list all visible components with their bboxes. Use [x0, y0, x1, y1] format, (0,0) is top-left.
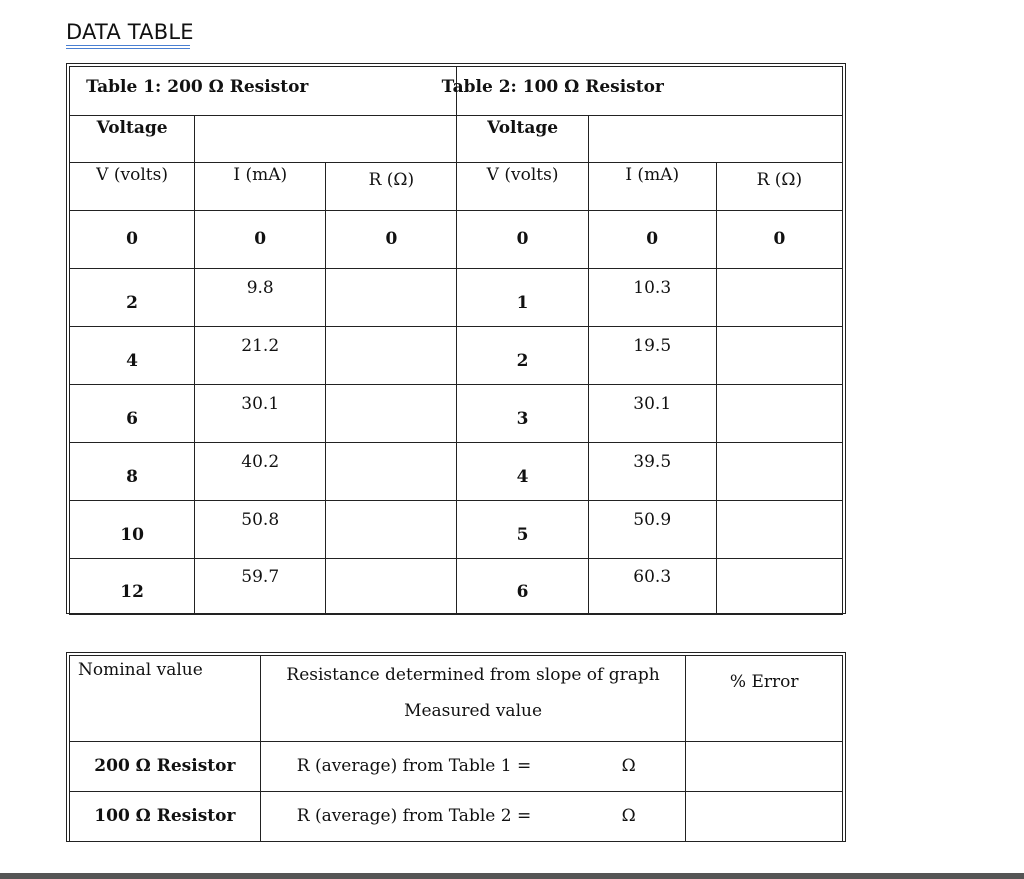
- page-bottom-edge: [0, 873, 1024, 879]
- table2-current-cell: 50.9: [588, 501, 716, 559]
- page-heading: DATA TABLE: [66, 20, 194, 44]
- table1-current-cell: 0: [195, 211, 326, 269]
- measured-200-cell: R (average) from Table 1 =: [260, 742, 621, 792]
- table1-col-i: I (mA): [195, 163, 326, 211]
- table1-voltage-cell: 12: [70, 559, 195, 615]
- table1-current-cell: 9.8: [195, 269, 326, 327]
- table1-current-cell: 59.7: [195, 559, 326, 615]
- table1-current-cell: 21.2: [195, 327, 326, 385]
- table2-resistance-cell: [716, 559, 842, 615]
- measured-value-header: Measured value: [404, 701, 543, 721]
- table2-current-cell: 10.3: [588, 269, 716, 327]
- ohm-unit-100: Ω: [622, 792, 686, 842]
- table1-voltage-cell: 8: [70, 443, 195, 501]
- table2-resistance-cell: [716, 327, 842, 385]
- table1-voltage-cell: 2: [70, 269, 195, 327]
- table1-resistance-cell: [326, 501, 457, 559]
- table1-resistance-cell: 0: [326, 211, 457, 269]
- nominal-100-cell: 100 Ω Resistor: [70, 792, 261, 842]
- table2-col-r: R (Ω): [716, 163, 842, 211]
- table1-voltage-header: Voltage: [70, 116, 195, 163]
- table-row: [70, 792, 843, 842]
- table1-title: Table 1: 200 Ω Resistor: [86, 77, 309, 97]
- table-row: [70, 385, 843, 443]
- summary-table: [69, 655, 843, 842]
- table1-resistance-cell: [326, 559, 457, 615]
- table2-resistance-cell: [716, 443, 842, 501]
- table1-voltage-cell: 0: [70, 211, 195, 269]
- table2-title: Table 2: 100 Ω Resistor: [441, 77, 664, 97]
- table2-current-cell: 30.1: [588, 385, 716, 443]
- table2-current-cell: 60.3: [588, 559, 716, 615]
- error-200-cell: [686, 742, 843, 792]
- table-row: [70, 559, 843, 615]
- column-header-row: [70, 163, 843, 211]
- heading-underline-second: [66, 48, 190, 49]
- table-row: [70, 327, 843, 385]
- table2-voltage-cell: 0: [457, 211, 588, 269]
- heading-underline: [66, 45, 190, 46]
- table1-current-cell: 50.8: [195, 501, 326, 559]
- table1-voltage-cell: 4: [70, 327, 195, 385]
- table1-resistance-cell: [326, 269, 457, 327]
- error-100-cell: [686, 792, 843, 842]
- data-tables: [66, 63, 846, 614]
- table2-resistance-cell: 0: [716, 211, 842, 269]
- table2-voltage-cell: 1: [457, 269, 588, 327]
- percent-error-header: % Error: [686, 656, 843, 742]
- table-row: [70, 269, 843, 327]
- table1-resistance-cell: [326, 443, 457, 501]
- measured-100-cell: R (average) from Table 2 =: [260, 792, 621, 842]
- measured-value-header-cell: [260, 656, 686, 742]
- table2-current-cell: 39.5: [588, 443, 716, 501]
- table2-title-cell: [441, 67, 843, 116]
- table-row: [70, 443, 843, 501]
- table1-voltage-header-blank: [195, 116, 457, 163]
- table1-col-v: V (volts): [70, 163, 195, 211]
- table2-voltage-cell: 5: [457, 501, 588, 559]
- table-row: [70, 742, 843, 792]
- table1-resistance-cell: [326, 385, 457, 443]
- ohm-unit-200: Ω: [622, 742, 686, 792]
- table2-current-cell: 19.5: [588, 327, 716, 385]
- table2-voltage-cell: 2: [457, 327, 588, 385]
- voltage-header-row: [70, 116, 843, 163]
- nominal-200-cell: 200 Ω Resistor: [70, 742, 261, 792]
- table2-voltage-cell: 6: [457, 559, 588, 615]
- table2-col-v: V (volts): [457, 163, 588, 211]
- table2-resistance-cell: [716, 385, 842, 443]
- table2-resistance-cell: [716, 501, 842, 559]
- table-title-row: [70, 67, 843, 116]
- table1-col-r: R (Ω): [326, 163, 457, 211]
- table2-resistance-cell: [716, 269, 842, 327]
- resistor-data-table: [69, 66, 843, 615]
- table1-voltage-cell: 10: [70, 501, 195, 559]
- summary-header-row: [70, 656, 843, 742]
- table2-col-i: I (mA): [588, 163, 716, 211]
- nominal-value-header: Nominal value: [70, 656, 261, 742]
- table1-voltage-cell: 6: [70, 385, 195, 443]
- table2-voltage-cell: 3: [457, 385, 588, 443]
- table-row: [70, 211, 843, 269]
- table1-resistance-cell: [326, 327, 457, 385]
- summary-table-frame: [66, 652, 846, 842]
- table2-voltage-header-blank: [588, 116, 842, 163]
- slope-header: Resistance determined from slope of graph: [286, 665, 660, 685]
- table2-voltage-cell: 4: [457, 443, 588, 501]
- table2-current-cell: 0: [588, 211, 716, 269]
- table2-voltage-header: Voltage: [457, 116, 588, 163]
- table1-current-cell: 30.1: [195, 385, 326, 443]
- table-row: [70, 501, 843, 559]
- table1-current-cell: 40.2: [195, 443, 326, 501]
